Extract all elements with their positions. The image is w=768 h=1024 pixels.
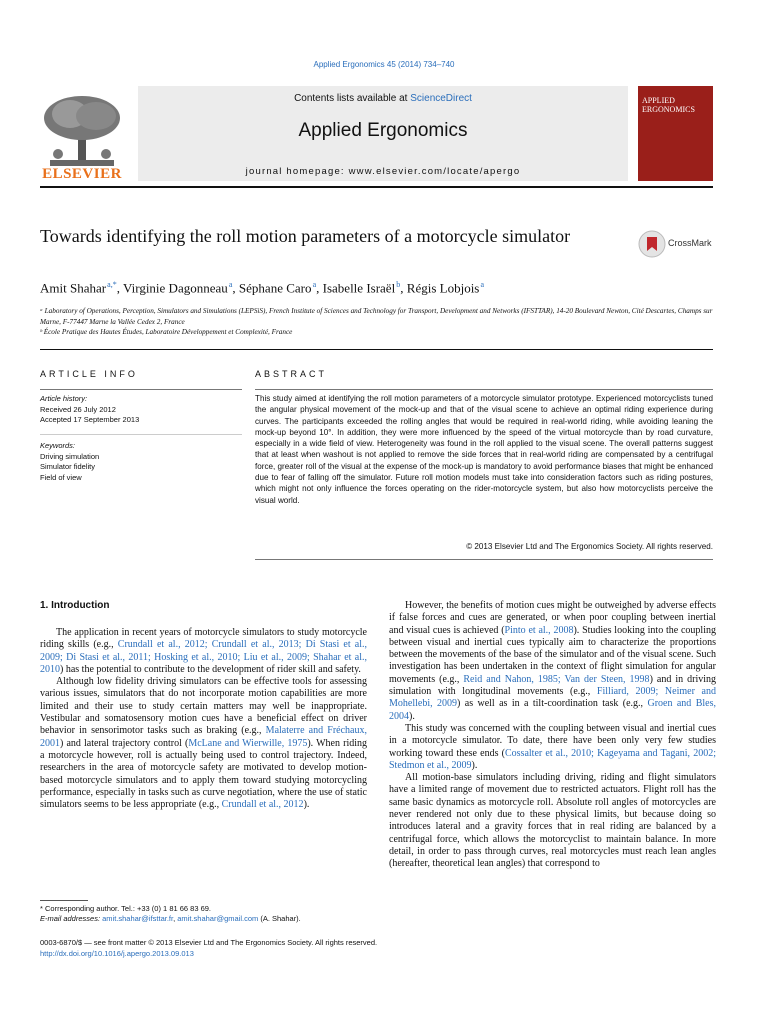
crossmark-icon[interactable] <box>638 230 666 258</box>
corresponding-author-footnote <box>40 904 367 924</box>
author-affil-sup[interactable]: a <box>480 280 485 289</box>
abstract-heading: ABSTRACT <box>255 369 328 379</box>
body-text: Although low fidelity driving simulators can be effective tools for assessing various issues, simulators that do not incorporate motion capabilities are more limited and their use to study certain matters may well be inappropriate. Vestibular and somatosensory motion cues have a beneficial effect on driver behavior in sensorimotor tasks such as braking (e.g., <box>40 676 367 737</box>
paragraph: All motion-base simulators including driving, riding and flight simulators have a limited range of movement due to restricted actuators. Flight roll has the same basic dynamics as motorcycle roll. Absolute roll angles of motorcycles are never rendered not only due to these physical limits, but because doing so introduces lateral and a gravity forces that in real riding are balanced by a centrifugal force, which allows the motorcyclist to maintain balance. In more detail, in order to pass through curves, real motorcycles must reach lean angles (hereafter, theoretical lean angles) that correspond to <box>389 772 716 870</box>
author-name[interactable]: Régis Lobjois <box>406 280 480 296</box>
front-matter-note <box>40 938 713 959</box>
citation-link[interactable]: Cossalter et al., 2010; Kageyama and Tagani, 2002; Stedmon et al., 2009 <box>389 747 716 771</box>
article-info-rule <box>40 389 242 390</box>
citation-link[interactable]: Reid and Nahon, 1985; Van der Steen, 1998 <box>463 673 650 685</box>
cover-title <box>642 96 712 114</box>
article-info-heading: ARTICLE INFO <box>40 369 138 379</box>
publisher-wordmark: ELSEVIER <box>42 166 122 182</box>
keyword: Simulator fidelity <box>40 462 96 471</box>
abstract-body: This study aimed at identifying the roll motion parameters of a motorcycle simulator prototype. Experienced motorcyclists tuned the angular physical movement of the mock-up and that of the visual scene to achieve an optimal riding experience during curves. The participants exceeded the rolling angles that would be required in real-world riding, while avoiding leaning the mock-up beyond 10°. In addition, they were more influenced by the speed of the virtual motorcycle than by road curvature, especially in a wide field of view. Heterogeneity was found in the roll applied to the visual scene. The overall patterns suggest that at least when washout is not applied to remove the side forces that in real-world riding are compensated by a centrifugal force, greater roll of the visual at the expense of the mock-up is mandatory to avoid performance biases that might be enhanced due to fear of falling off the simulator. Future roll motion models must take into consideration factors such as riding postures, which might not only influence the forces operating on the rider-motorcycle system, but also how motorcyclists perceive the visual world. <box>255 394 713 505</box>
paragraph <box>389 723 716 772</box>
history-label: Article history: <box>40 394 88 403</box>
contents-prefix: Contents lists available at <box>294 93 411 104</box>
affiliation-a: ᵃ Laboratory of Operations, Perception, Simulators and Simulations (LEPSiS), French Institute of Sciences and Technology for Transport, Development and Networks (IFSTTAR), 14-20 Boulevard Newton, Cité Descartes, Champs sur Marne, F-77447 Marne la Vallée Cedex 2, France <box>40 307 713 326</box>
abstract-bottom-rule <box>255 559 713 560</box>
issn-line: 0003-6870/$ — see front matter © 2013 Elsevier Ltd and The Ergonomics Society. All rights reserved. <box>40 938 378 947</box>
footnote-rule <box>40 900 88 901</box>
keyword: Driving simulation <box>40 451 100 461</box>
paragraph <box>40 627 367 676</box>
author-name[interactable]: Amit Shahar <box>40 280 107 296</box>
journal-citation[interactable]: Applied Ergonomics 45 (2014) 734–740 <box>313 60 455 69</box>
citation-link[interactable]: Filliard, 2009; Neimer and Mohellebi, 2009 <box>389 686 716 710</box>
paper-title: Towards identifying the roll motion parameters of a motorcycle simulator <box>40 226 571 246</box>
body-text: ). Studies looking into the coupling between visual and inertial cues typically aim to characterize the proportions between the movements of the base of the simulator and of the visual scene. Such investigation has been undertaken in the context of flight simulation for angular movements (e.g., <box>389 624 716 685</box>
corresponding-author: * Corresponding author. Tel.: +33 (0) 1 81 66 83 69. <box>40 904 212 913</box>
received-date: Received 26 July 2012 <box>40 404 116 414</box>
keywords-block <box>40 441 242 483</box>
citation-link[interactable]: Pinto et al., 2008 <box>504 624 574 636</box>
citation-link[interactable]: Groen and Bles, 2004 <box>389 698 716 722</box>
author-affil-sup[interactable]: a <box>312 280 317 289</box>
citation-link[interactable]: Crundall et al., 2012; Crundall et al., 2013; Di Stasi et al., 2009; Di Stasi et al., 2011; Hosking et al., 2010; Liu et al., 2009; Shahar et al., 2010 <box>40 639 367 675</box>
author-name[interactable]: Séphane Caro <box>238 280 312 296</box>
citation-link[interactable]: McLane and Wierwille, 1975 <box>188 737 308 749</box>
author-name[interactable]: Virginie Dagonneau <box>123 280 228 296</box>
body-text: The application in recent years of motorcycle simulators to study motorcycle riding skills (e.g., <box>40 627 367 651</box>
crossmark-label[interactable]: CrossMark <box>668 238 712 248</box>
doi-link[interactable]: http://dx.doi.org/10.1016/j.apergo.2013.09.013 <box>40 948 194 958</box>
citation-link[interactable]: Malaterre and Fréchaux, 2001 <box>40 725 367 749</box>
body-column-right <box>389 600 716 871</box>
section-rule <box>40 349 713 350</box>
keywords-label: Keywords: <box>40 441 76 450</box>
abstract-rule <box>255 389 713 390</box>
body-text: This study was concerned with the coupling between visual and inertial cues in a motorcycle simulator. To date, there have been only very few studies working toward these ends ( <box>389 722 716 759</box>
email-label: E-mail addresses: <box>40 914 103 923</box>
email-suffix: (A. Shahar). <box>258 914 301 923</box>
cover-title-line1: APPLIED <box>642 96 675 105</box>
email-link[interactable]: amit.shahar@gmail.com <box>177 914 259 923</box>
body-text: ). When riding a motorcycle however, roll is actually being used to control trajectory. Indeed, researchers in the area of motorcycle safety are motivated to develop motion-based motorcycle simulators and to apply them toward studying motorcycling performance, especially in tasks such as curve negotiation, where the use of static simulators seems to be less appropriate (e.g., <box>40 737 367 811</box>
body-text: However, the benefits of motion cues might be outweighed by adverse effects if false forces and cues are generated, or when poor coupling between inertial and visual cues is achieved ( <box>389 600 716 636</box>
author-affil-sup[interactable]: a <box>228 280 233 289</box>
body-text: ) and lateral trajectory control ( <box>60 737 189 749</box>
body-text: ). <box>303 799 310 811</box>
body-text: ) has the potential to contribute to the development of rider skill and safety. <box>60 663 361 675</box>
author-name[interactable]: Isabelle Israël <box>322 280 396 296</box>
keyword: Field of view <box>40 472 82 482</box>
body-column-left <box>40 627 367 811</box>
contents-availability <box>138 93 628 104</box>
article-history <box>40 394 242 426</box>
author-affil-sup[interactable]: b <box>396 280 401 289</box>
info-separator <box>40 434 242 435</box>
journal-homepage[interactable]: journal homepage: www.elsevier.com/locate/apergo <box>245 166 521 177</box>
citation-link[interactable]: Crundall et al., 2012 <box>221 799 304 811</box>
paragraph <box>40 676 367 811</box>
abstract-copyright: © 2013 Elsevier Ltd and The Ergonomics Society. All rights reserved. <box>466 542 713 551</box>
author-affil-sup[interactable]: a,* <box>107 280 117 289</box>
email-link[interactable]: amit.shahar@ifsttar.fr <box>102 914 174 923</box>
section-heading-introduction: 1. Introduction <box>40 600 110 611</box>
affiliation-b: ᵇ École Pratique des Hautes Études, Laboratoire Développement et Complexité, France <box>40 328 293 336</box>
paragraph <box>389 600 716 723</box>
body-text: ) and in driving simulation with longitudinal movements (e.g., <box>389 673 717 698</box>
body-text: ). <box>471 759 478 771</box>
accepted-date: Accepted 17 September 2013 <box>40 415 140 424</box>
journal-name: Applied Ergonomics <box>298 120 468 141</box>
author-list: Amit Shahar $^{a,*}$, Virginie Dagonneau $^a$, Séphane Caro $^a$, Isabelle Israël $^b$, Régis Lobjois $^a$ <box>40 280 485 296</box>
email-line <box>40 914 367 924</box>
email-separator: , <box>173 914 178 923</box>
cover-title-line2: ERGONOMICS <box>642 105 695 114</box>
header-rule <box>40 186 713 188</box>
body-text: ) as well as in a tilt-coordination task (e.g., <box>457 698 648 710</box>
body-text: ). <box>409 710 415 722</box>
sciencedirect-link[interactable]: ScienceDirect <box>410 93 472 104</box>
